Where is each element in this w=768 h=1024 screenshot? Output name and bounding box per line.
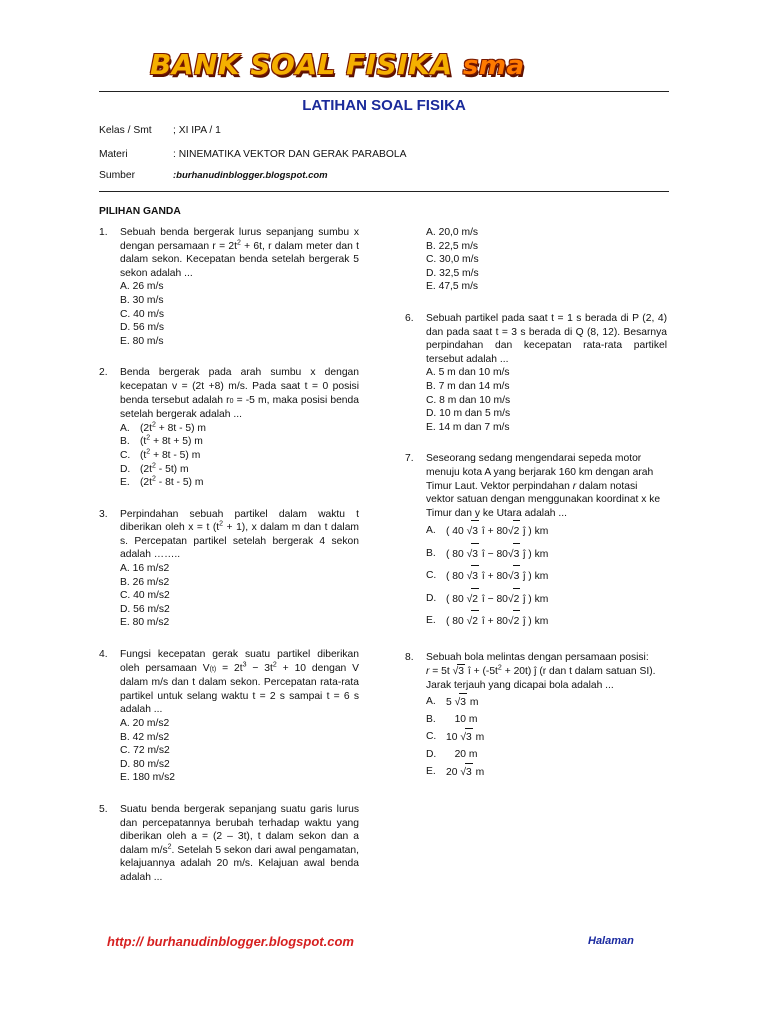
page-title: LATIHAN SOAL FISIKA	[302, 97, 466, 114]
question-number: 4.	[99, 649, 108, 661]
question-stem: Sebuah bola melintas dengan persamaan posisi: r = 5t √3 î + $(-5t^2 + 20t)$ ĵ (r dan t dalam satuan SI). Jarak terjauh yang dicapai bola adalah ...	[426, 651, 656, 691]
options-list	[426, 520, 667, 633]
option-d[interactable]: D. 56 m/s2	[120, 603, 170, 615]
option-a[interactable]: A. 5 √3 m	[426, 693, 667, 711]
option-d[interactable]: D. 20 m	[426, 748, 478, 760]
meta-label: Sumber	[99, 170, 136, 181]
question-stem: Suatu benda bergerak sepanjang suatu garis lurus dan percepatannya berubah terhadap waktu yang diberikan oleh a = (2 – 3t), t dalam sekon dan a dalam $m/s^2$. Setelah 5 sekon dari awal pengamatan, kelajuannya adalah 20 m/s. Kelajuan awal benda adalah ...	[120, 803, 359, 883]
logo-main-text: BANK SOAL FISIKA	[150, 48, 453, 81]
option-b[interactable]: B. 26 m/s2	[120, 576, 170, 588]
question-5-options	[426, 226, 667, 294]
top-divider	[99, 91, 669, 92]
option-e[interactable]: E. 14 m dan 7 m/s	[426, 421, 510, 433]
option-b[interactable]: B. $(t^2 + 8t + 5)$ m	[120, 434, 203, 448]
option-c[interactable]: C. $(t^2 + 8t - 5)$ m	[120, 448, 201, 461]
question-number: 5.	[99, 803, 108, 815]
section-title: PILIHAN GANDA	[99, 206, 181, 217]
question-3	[99, 508, 359, 630]
question-number: 8.	[405, 651, 414, 663]
footer-page-label: Halaman	[588, 935, 634, 947]
question-4	[99, 648, 359, 785]
option-a[interactable]: A. 16 m/s2	[120, 563, 170, 575]
question-7	[405, 452, 667, 632]
options-list	[120, 422, 359, 490]
question-2	[99, 366, 359, 489]
option-d[interactable]: D. 56 m/s	[120, 322, 165, 334]
bank-soal-logo	[150, 48, 525, 81]
question-6	[405, 312, 667, 434]
option-d[interactable]: D. 80 m/s2	[120, 758, 170, 770]
left-column	[99, 226, 359, 903]
question-stem: Perpindahan sebuah partikel dalam waktu t diberikan oleh x = t $(t^2 + 1)$, x dalam m dan t dalam s. Percepatan partikel setelah bergerak 4 sekon adalah ……..	[120, 508, 359, 561]
meta-divider	[99, 191, 669, 192]
option-d[interactable]: D. 32,5 m/s	[426, 267, 479, 279]
meta-value: : NINEMATIKA VEKTOR DAN GERAK PARABOLA	[173, 149, 407, 160]
option-a[interactable]: A. 5 m dan 10 m/s	[426, 367, 510, 379]
option-c[interactable]: C. 8 m dan 10 m/s	[426, 394, 511, 406]
meta-label: Materi	[99, 149, 128, 160]
source-link[interactable]: :burhanudinblogger.blogspot.com	[173, 170, 328, 181]
logo-suffix-text: sma	[462, 51, 525, 81]
question-stem: Seseorang sedang mengendarai sepeda motor menuju kota A yang berjarak 160 km dengan arah Timur Laut. Vektor perpindahan r dalam notasi vektor satuan dengan menggunakan koordinat x ke Timur dan y ke Utara adalah ...	[426, 453, 661, 519]
option-d[interactable]: D. $(2t^2 - 5t)$ m	[120, 462, 189, 475]
options-list	[120, 280, 359, 348]
question-number: 6.	[405, 312, 414, 324]
option-b[interactable]: B. ( 80 √3 î − 80√3 ĵ ) km	[426, 543, 667, 566]
option-b[interactable]: B. 42 m/s2	[120, 731, 170, 743]
option-e[interactable]: E. 180 m/s2	[120, 772, 175, 784]
option-b[interactable]: B. 30 m/s	[120, 294, 164, 306]
question-5	[99, 803, 359, 885]
meta-label: Kelas / Smt	[99, 125, 152, 136]
option-c[interactable]: C. 72 m/s2	[120, 745, 170, 757]
footer-url-link[interactable]: http:// burhanudinblogger.blogspot.com	[107, 934, 354, 949]
question-number: 3.	[99, 508, 108, 520]
question-number: 7.	[405, 453, 414, 465]
option-a[interactable]: A. ( 40 √3 î + 80√2 ĵ ) km	[426, 520, 667, 543]
option-d[interactable]: D. ( 80 √2 î − 80√2 ĵ ) km	[426, 588, 667, 611]
option-e[interactable]: E. 47,5 m/s	[426, 281, 479, 293]
option-a[interactable]: A. 26 m/s	[120, 281, 164, 293]
option-c[interactable]: C. 40 m/s2	[120, 590, 170, 602]
options-list	[120, 717, 359, 785]
question-number: 1.	[99, 227, 108, 238]
option-a[interactable]: A. 20 m/s2	[120, 718, 170, 729]
option-b[interactable]: B. 10 m	[426, 713, 478, 725]
option-a[interactable]: A. 20,0 m/s	[426, 227, 479, 238]
option-b[interactable]: B. 7 m dan 14 m/s	[426, 380, 510, 392]
question-number: 2.	[99, 367, 108, 379]
options-list	[426, 693, 667, 781]
question-8	[405, 651, 667, 781]
question-stem: Sebuah benda bergerak lurus sepanjang sumbu x dengan persamaan $r = 2t^2 + 6t$, r dalam meter dan t dalam sekon. Kecepatan benda setelah bergerak 5 sekon adalah ...	[120, 227, 359, 279]
right-column	[405, 226, 667, 799]
option-e[interactable]: E. 80 m/s	[120, 335, 164, 347]
question-stem: Sebuah partikel pada saat t = 1 s berada di P (2, 4) dan pada saat t = 3 s berada di Q (8, 12). Besarnya perpindahan dan kecepatan rata-rata partikel tersebut adalah ...	[426, 312, 667, 365]
question-stem: Fungsi kecepatan gerak suatu partikel diberikan oleh persamaan $V(t) = 2t^3 - 3t^2 + 10$ dengan V dalam m/s dan t dalam sekon. Percepatan rata-rata partikel untuk selang waktu t = 2 s sampai t = 6 s adalah ...	[120, 649, 360, 716]
option-d[interactable]: D. 10 m dan 5 m/s	[426, 408, 511, 420]
option-e[interactable]: E. $(2t^2 - 8t - 5)$ m	[120, 475, 204, 489]
options-list	[120, 562, 359, 630]
question-stem: Benda bergerak pada arah sumbu x dengan kecepatan v = (2t +8) m/s. Pada saat t = 0 posisi benda tersebut adalah r0 = -5 m, maka posisi benda setelah bergerak adalah ...	[120, 367, 359, 421]
option-c[interactable]: C. 30,0 m/s	[426, 254, 479, 266]
meta-value: ; XI IPA / 1	[173, 125, 221, 136]
option-e[interactable]: E. 20 √3 m	[426, 763, 667, 781]
option-a[interactable]: A. $(2t^2 + 8t - 5)$ m	[120, 421, 207, 434]
options-list	[426, 366, 667, 434]
option-c[interactable]: C. 40 m/s	[120, 308, 165, 320]
option-b[interactable]: B. 22,5 m/s	[426, 240, 479, 252]
option-c[interactable]: C. ( 80 √3 î + 80√3 ĵ ) km	[426, 565, 667, 588]
question-1	[99, 226, 359, 348]
option-c[interactable]: C. 10 √3 m	[426, 728, 667, 746]
option-e[interactable]: E. 80 m/s2	[120, 617, 170, 629]
option-e[interactable]: E. ( 80 √2 î + 80√2 ĵ ) km	[426, 610, 667, 633]
